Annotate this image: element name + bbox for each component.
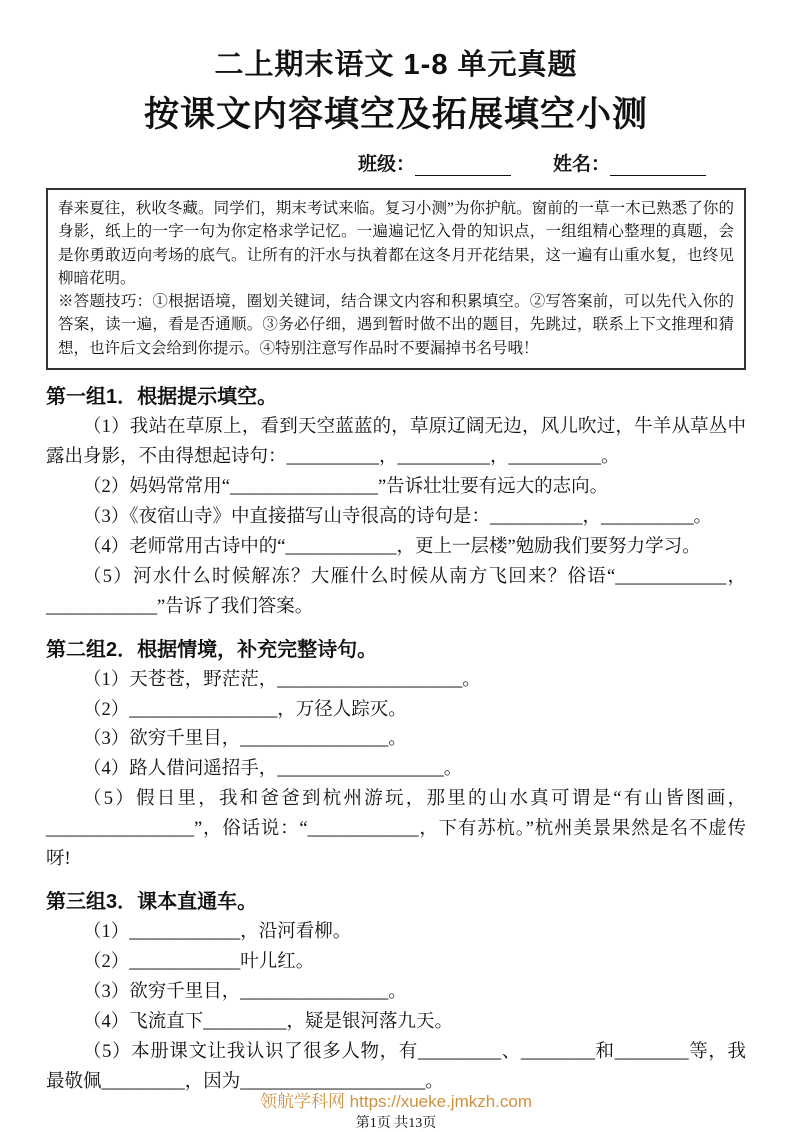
name-blank bbox=[610, 156, 706, 176]
question-item: （2）________________，万径人踪灭。 bbox=[83, 699, 407, 720]
section-heading: 第二组2．根据情境，补充完整诗句。 bbox=[46, 638, 378, 661]
question-item: （5）河水什么时候解冻？大雁什么时候从南方飞回来？俗语“____________，____________”告诉了我们答案。 bbox=[46, 566, 746, 617]
tips-paragraph: ※答题技巧：①根据语境，圈划关键词，结合课文内容和积累填空。②写答案前，可以先代入你的答案，读一遍，看是否通顺。③务必仔细，遇到暂时做不出的题目，先跳过，联系上下文推理和猜想，也许后文会给到你提示。④特别注意写作品时不要漏掉书名号哦！ bbox=[58, 293, 734, 357]
class-label: 班级： bbox=[357, 154, 415, 175]
question-item: （4）路人借问遥招手，__________________。 bbox=[83, 759, 463, 780]
intro-paragraph: 春来夏往，秋收冬藏。同学们，期末考试来临。复习小测”为你护航。窗前的一草一木已熟悉了你的身影，纸上的一字一句为你定格求学记忆。一遍遍记忆入骨的知识点，一组组精心整理的真题，会是你勇敢迈向考场的底气。让所有的汗水与执着都在这冬月开花结果，这一遍有山重水复，也终见柳暗花明。 bbox=[58, 200, 734, 287]
page-title: 二上期末语文 1-8 单元真题 bbox=[214, 49, 578, 81]
section-2 bbox=[46, 633, 746, 876]
section-1 bbox=[46, 380, 746, 623]
section-heading: 第一组1．根据提示填空。 bbox=[46, 385, 278, 408]
question-item: （2）妈妈常常用“________________”告诉壮壮要有远大的志向。 bbox=[83, 476, 609, 497]
page-subtitle: 按课文内容填空及拓展填空小测 bbox=[143, 95, 648, 134]
question-item: （4）老师常用古诗中的“____________，更上一层楼”勉励我们要努力学习。 bbox=[83, 536, 701, 557]
question-item: （3）欲穷千里目，________________。 bbox=[83, 729, 407, 750]
question-item: （1）我站在草原上，看到天空蓝蓝的，草原辽阔无边，风儿吹过，牛羊从草丛中露出身影，不由得想起诗句：__________，__________，__________。 bbox=[46, 416, 746, 467]
question-item: （1）____________，沿河看柳。 bbox=[83, 922, 352, 943]
question-item: （4）飞流直下_________，疑是银河落九天。 bbox=[83, 1012, 454, 1033]
class-blank bbox=[415, 156, 511, 176]
question-item: （3）《夜宿山寺》中直接描写山寺很高的诗句是：__________，__________。 bbox=[83, 506, 713, 527]
question-item: （1）天苍苍，野茫茫，____________________。 bbox=[83, 669, 481, 690]
intro-box bbox=[46, 188, 746, 370]
question-item: （5）假日里，我和爸爸到杭州游玩，那里的山水真可谓是“有山皆图画，________________”，俗话说：“____________，下有苏杭。”杭州美景果然是名不虚传呀! bbox=[46, 789, 746, 870]
question-item: （2）____________叶儿红。 bbox=[83, 952, 315, 973]
page-number: 第1页 共13页 bbox=[355, 1116, 437, 1132]
question-item: （5）本册课文让我认识了很多人物，有_________、________和________等，我最敬佩_________，因为____________________。 bbox=[46, 1042, 746, 1093]
student-info-line bbox=[46, 149, 746, 176]
question-item: （3）欲穷千里目，________________。 bbox=[83, 982, 407, 1003]
watermark-link[interactable]: 领航学科网 https://xueke.jmkzh.com bbox=[259, 1092, 533, 1111]
name-label: 姓名： bbox=[552, 154, 610, 175]
section-heading: 第三组3．课本直通车。 bbox=[46, 891, 258, 914]
section-3 bbox=[46, 885, 746, 1098]
